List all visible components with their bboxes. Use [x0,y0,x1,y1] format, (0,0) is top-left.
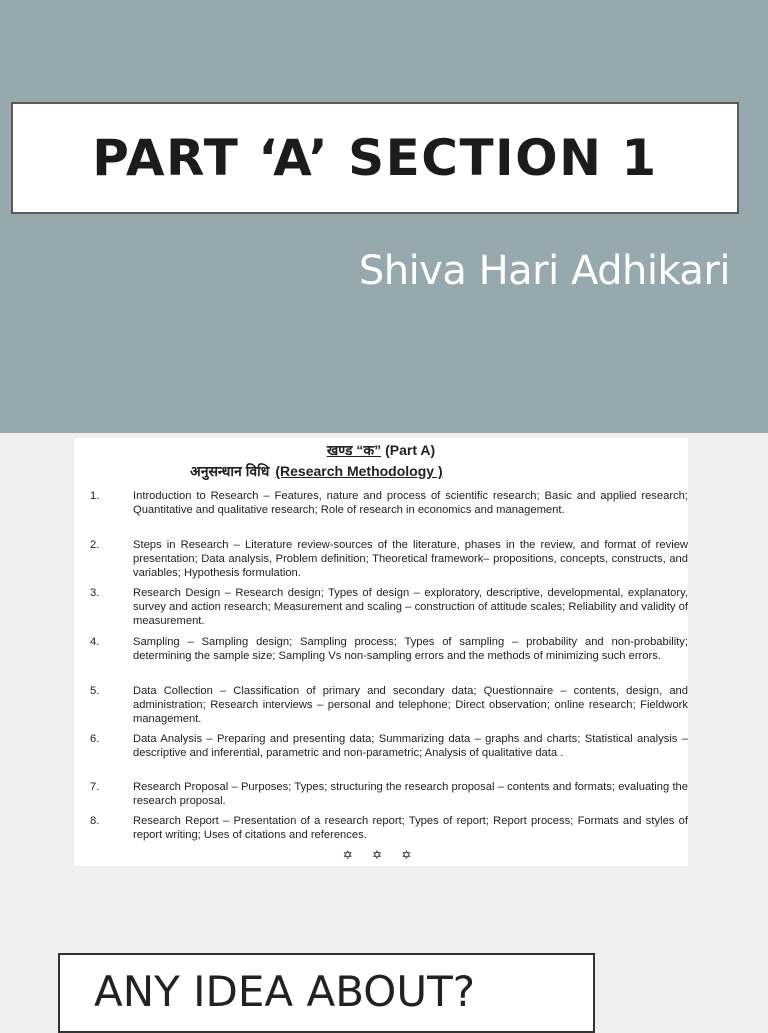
bottom-title: ANY IDEA ABOUT? [94,967,476,1016]
item-text: Research Proposal – Purposes; Types; structuring the research proposal – contents and formats; evaluating the research proposal. [133,781,688,807]
item-text: Introduction to Research – Features, nature and process of scientific research; Basic and applied research; Quantitative and qualitative research; Role of research in economics and management. [133,490,688,516]
item-number: 4. [90,636,100,648]
item-number: 6. [90,733,100,745]
author-name: Shiva Hari Adhikari [358,248,730,294]
item-text: Steps in Research – Literature review-sources of the literature, phases in the review, and format of review presentation; Data analysis, Problem definition; Theoretical framework– propositions, concepts, constructs, and variables; Hypothesis formulation. [133,539,688,579]
title-box [11,102,739,214]
item-number: 5. [90,685,100,697]
subheading-hindi: अनुसन्धान विधि [190,463,270,479]
item-number: 8. [90,815,100,827]
item-text: Data Analysis – Preparing and presenting data; Summarizing data – graphs and charts; Statistical analysis – descriptive and inferential, parametric and non-parametric; Analysis of qualitative data . [133,733,688,759]
item-number: 7. [90,781,100,793]
slide-title: PART ‘A’ SECTION 1 [92,129,658,187]
document-heading [74,441,688,460]
heading-hindi: खण्ड “क” [326,442,382,458]
document-subheading [190,462,443,481]
item-number: 3. [90,587,100,599]
title-slide [0,0,768,433]
item-text: Data Collection – Classification of primary and secondary data; Questionnaire – contents, design, and administration; Research interviews – personal and telephone; Direct observation; online research; Fieldwork management. [133,685,688,725]
item-text: Sampling – Sampling design; Sampling process; Types of sampling – probability and non-probability; determining the sample size; Sampling Vs non-sampling errors and the methods of minimizing such errors. [133,636,688,662]
heading-part: (Part A) [385,442,436,458]
item-number: 2. [90,539,100,551]
bottom-title-box [58,953,595,1033]
item-text: Research Design – Research design; Types of design – exploratory, descriptive, developmental, explanatory, survey and action research; Measurement and scaling – construction of attitude scales; Reliability and validity of measurement. [133,587,688,627]
item-number: 1. [90,490,100,502]
subheading-english: (Research Methodology ) [275,463,443,479]
item-text: Research Report – Presentation of a research report; Types of report; Report process; Formats and styles of report writing; Uses of citations and references. [133,815,688,841]
syllabus-document [74,438,688,866]
star-ornament: ✡ ✡ ✡ [342,848,420,862]
